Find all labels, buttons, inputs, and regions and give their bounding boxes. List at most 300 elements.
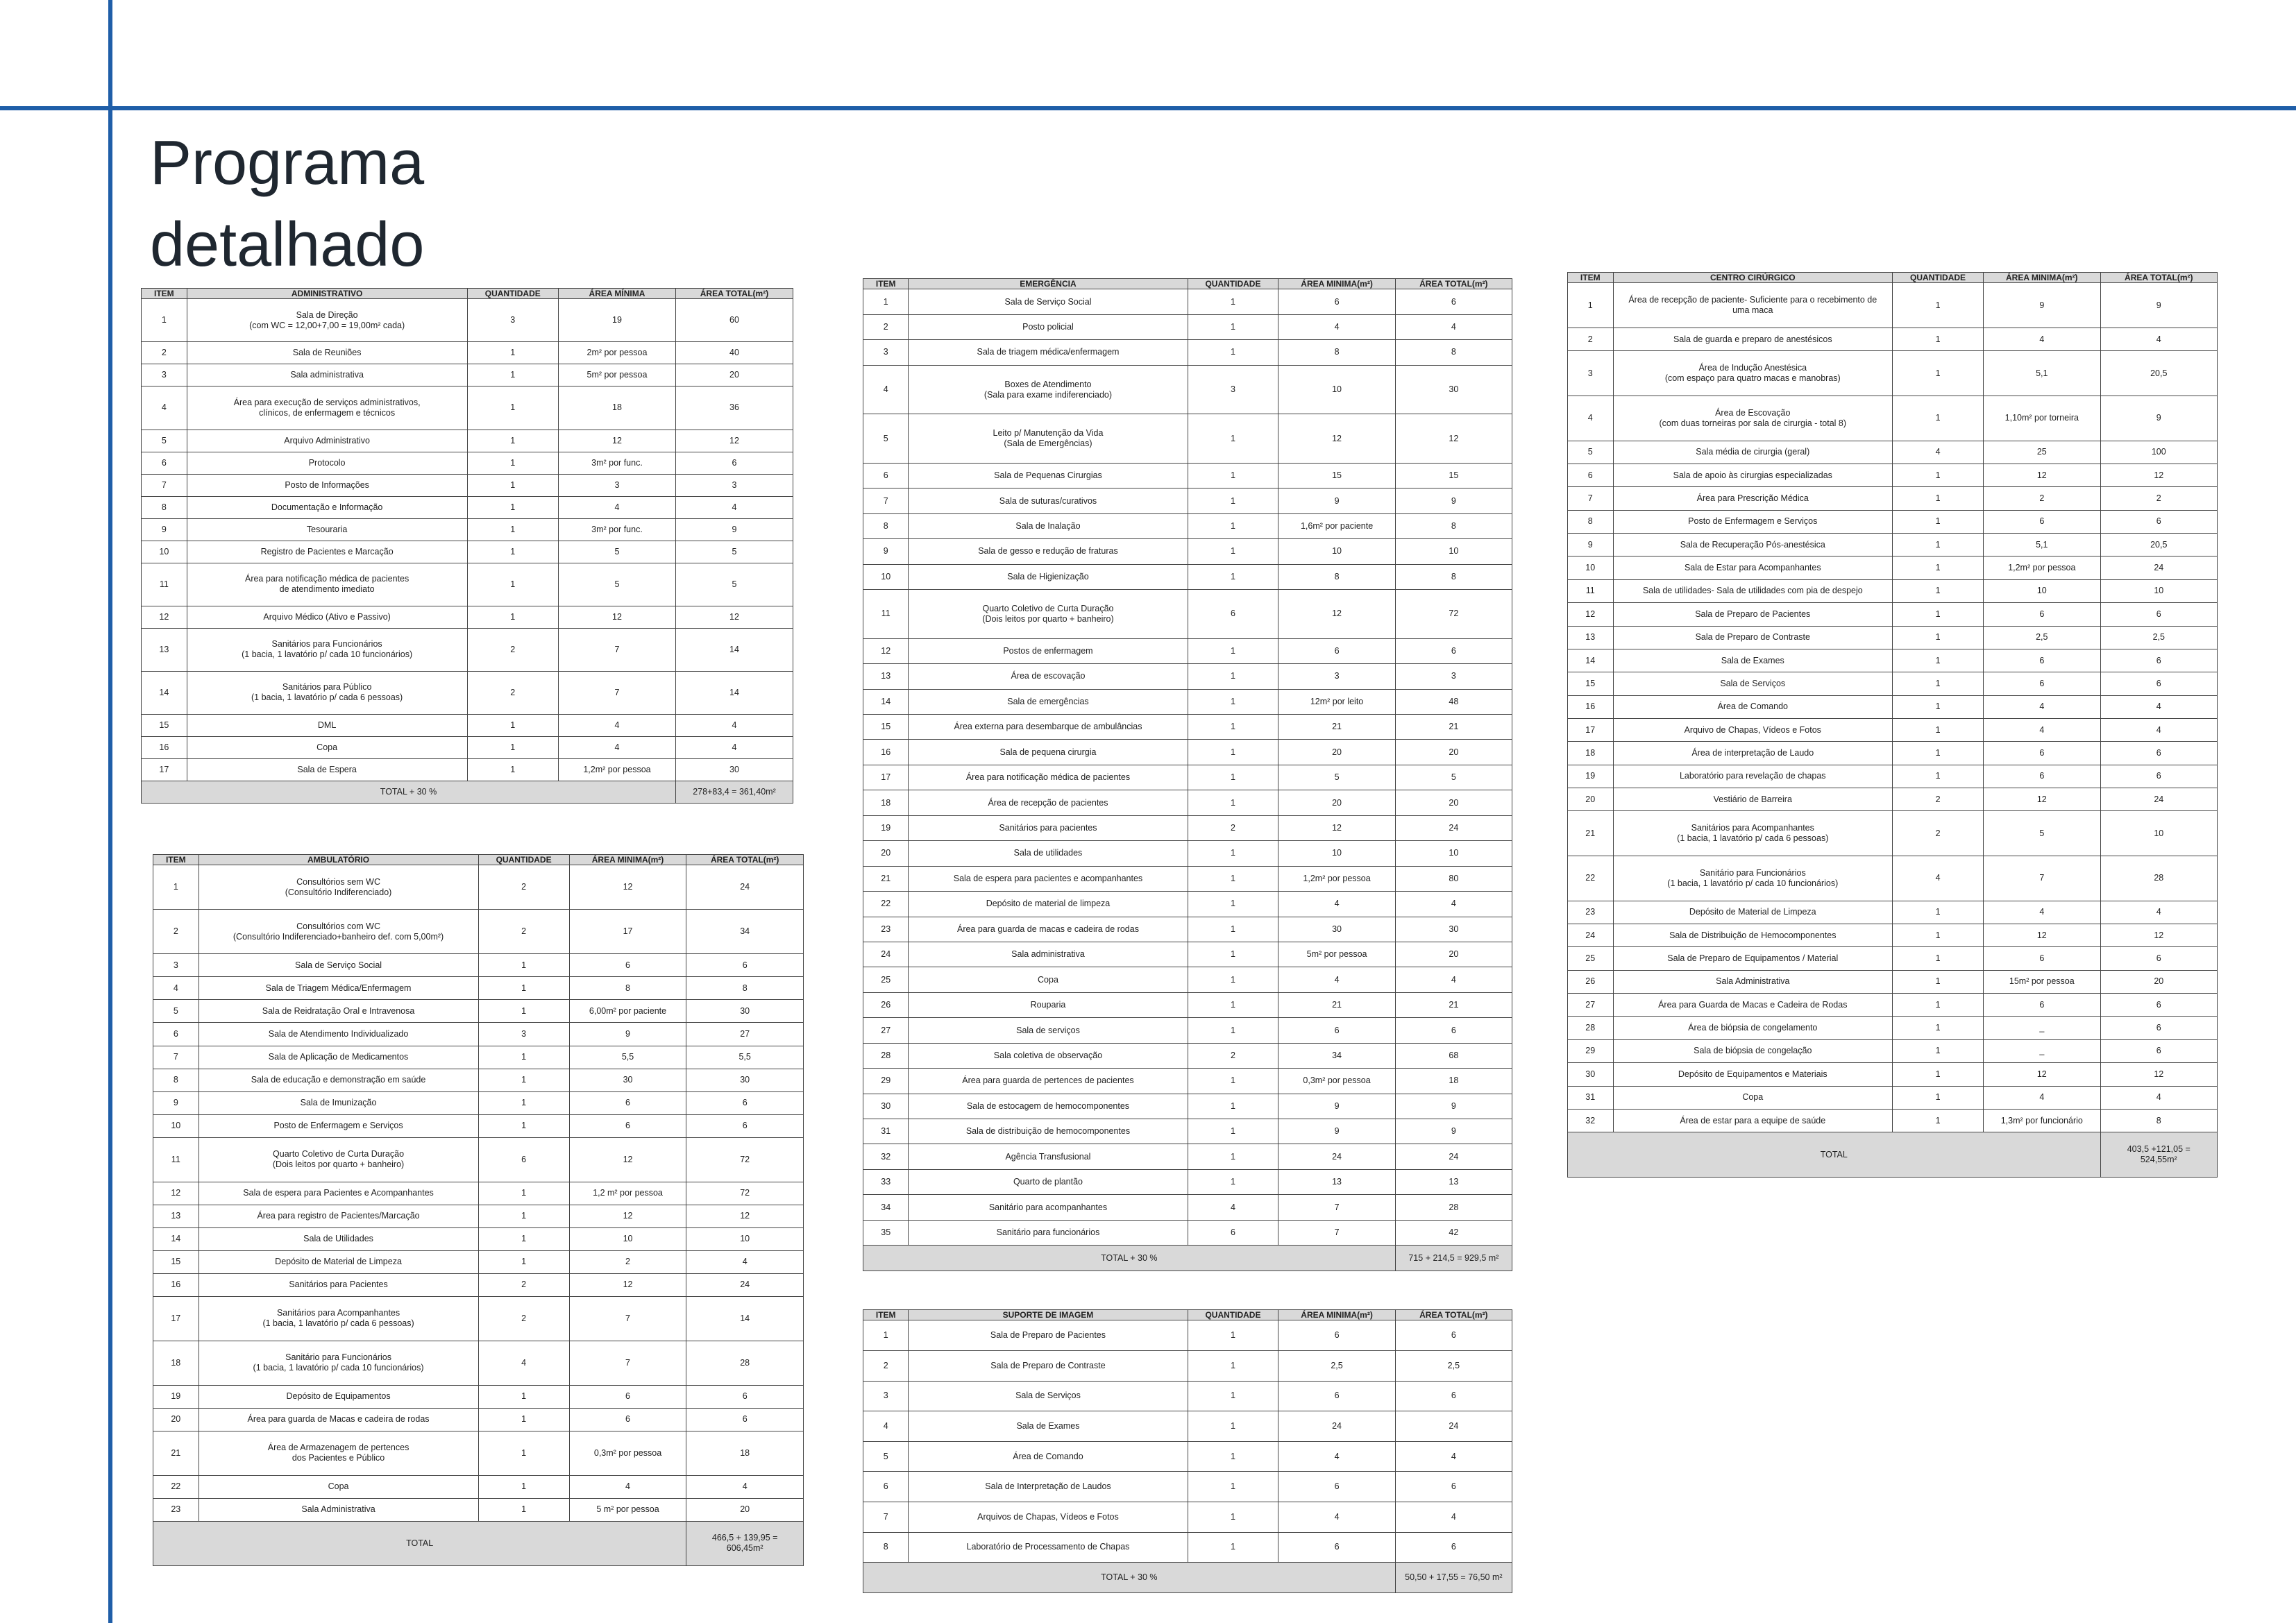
table-row: [1568, 1039, 2218, 1062]
quantity-cell: 1: [1188, 740, 1278, 765]
room-name-cell: Sala de utilidades: [909, 841, 1188, 866]
room-name-cell: Área de estar para a equipe de saúde: [1613, 1109, 1893, 1132]
room-name-cell: Depósito de material de limpeza: [909, 892, 1188, 917]
item-cell: 26: [863, 992, 909, 1017]
item-cell: 2: [153, 910, 199, 954]
quantity-cell: 1: [467, 496, 558, 518]
min-area-cell: 10: [1984, 579, 2100, 602]
item-cell: 22: [1568, 856, 1614, 901]
quantity-cell: 1: [478, 1227, 569, 1250]
min-area-cell: 10: [1278, 841, 1395, 866]
table-row: [1568, 1063, 2218, 1086]
min-area-cell: _: [1984, 1017, 2100, 1039]
quantity-cell: 2: [1893, 788, 1984, 811]
total-area-cell: 6: [1395, 1472, 1512, 1502]
room-name-cell: Sala de Interpretação de Laudos: [909, 1472, 1188, 1502]
min-area-cell: 6: [1278, 1532, 1395, 1563]
item-cell: 33: [863, 1169, 909, 1194]
total-area-cell: 30: [1395, 917, 1512, 942]
item-cell: 20: [863, 841, 909, 866]
table-administrativo: [141, 288, 793, 804]
min-area-cell: 12: [569, 1205, 686, 1227]
header-item: ITEM: [142, 289, 187, 299]
room-name-cell: Sala de Espera: [187, 758, 467, 781]
table-row: [1568, 695, 2218, 718]
total-area-cell: 40: [675, 342, 793, 364]
total-area-cell: 10: [2100, 811, 2217, 856]
room-name-cell: Sala de Higienização: [909, 564, 1188, 589]
quantity-cell: 1: [1188, 1169, 1278, 1194]
quantity-cell: 1: [1893, 901, 1984, 924]
min-area-cell: 1,2m² por pessoa: [558, 758, 675, 781]
quantity-cell: 1: [1893, 924, 1984, 946]
min-area-cell: 8: [1278, 340, 1395, 365]
header-quantity: QUANTIDADE: [478, 855, 569, 865]
table-row: [863, 892, 1512, 917]
table-row: [863, 689, 1512, 714]
table-row: [153, 1498, 804, 1521]
item-cell: 31: [1568, 1086, 1614, 1109]
table-row: [142, 518, 793, 541]
quantity-cell: 1: [1893, 695, 1984, 718]
total-area-cell: 24: [1395, 815, 1512, 840]
item-cell: 9: [142, 518, 187, 541]
total-area-cell: 6: [686, 1091, 804, 1114]
item-cell: 11: [1568, 579, 1614, 602]
header-quantity: QUANTIDADE: [1188, 279, 1278, 289]
room-name-cell: Sanitários para Acompanhantes (1 bacia, 1 lavatório p/ cada 6 pessoas): [1613, 811, 1893, 856]
table-row: [142, 563, 793, 606]
room-name-cell: Boxes de Atendimento (Sala para exame indiferenciado): [909, 365, 1188, 414]
room-name-cell: Área de Comando: [909, 1441, 1188, 1472]
total-label: TOTAL: [1568, 1132, 2101, 1178]
item-cell: 17: [153, 1296, 199, 1341]
quantity-cell: 1: [1188, 539, 1278, 564]
room-name-cell: Sala de gesso e redução de fraturas: [909, 539, 1188, 564]
table-suporte-de-imagem: [863, 1309, 1512, 1593]
room-name-cell: Depósito de Material de Limpeza: [1613, 901, 1893, 924]
room-name-cell: Sanitários para Funcionários (1 bacia, 1 lavatório p/ cada 10 funcionários): [187, 628, 467, 671]
table-row: [1568, 556, 2218, 579]
min-area-cell: 7: [1278, 1195, 1395, 1220]
item-cell: 28: [1568, 1017, 1614, 1039]
min-area-cell: 12: [569, 1137, 686, 1182]
quantity-cell: 1: [478, 954, 569, 977]
item-cell: 10: [863, 564, 909, 589]
table-row: [153, 1431, 804, 1475]
room-name-cell: Sala de serviços: [909, 1018, 1188, 1043]
total-area-cell: 48: [1395, 689, 1512, 714]
total-area-cell: 30: [686, 1000, 804, 1023]
total-area-cell: 100: [2100, 441, 2217, 464]
table-row: [1568, 672, 2218, 695]
min-area-cell: 4: [1278, 892, 1395, 917]
quantity-cell: 2: [478, 1273, 569, 1296]
table-row: [1568, 534, 2218, 556]
room-name-cell: Sala de Serviços: [909, 1381, 1188, 1411]
total-area-cell: 9: [1395, 1119, 1512, 1144]
room-name-cell: Área para guarda de Macas e cadeira de rodas: [199, 1408, 478, 1431]
room-name-cell: Vestiário de Barreira: [1613, 788, 1893, 811]
table-row: [863, 1119, 1512, 1144]
total-area-cell: 68: [1395, 1043, 1512, 1068]
room-name-cell: Sala de Preparo de Contraste: [1613, 626, 1893, 649]
total-area-cell: 6: [1395, 1018, 1512, 1043]
total-area-cell: 6: [2100, 649, 2217, 672]
table-row: [863, 715, 1512, 740]
item-cell: 23: [1568, 901, 1614, 924]
min-area-cell: 6: [569, 954, 686, 977]
item-cell: 7: [1568, 487, 1614, 510]
item-cell: 25: [1568, 947, 1614, 970]
table-emergencia: [863, 278, 1512, 1271]
min-area-cell: 10: [1278, 365, 1395, 414]
item-cell: 28: [863, 1043, 909, 1068]
quantity-cell: 1: [467, 452, 558, 474]
item-cell: 18: [863, 790, 909, 815]
quantity-cell: 1: [478, 1498, 569, 1521]
min-area-cell: 12: [558, 430, 675, 452]
item-cell: 13: [1568, 626, 1614, 649]
min-area-cell: 6: [1278, 1018, 1395, 1043]
item-cell: 6: [1568, 464, 1614, 486]
room-name-cell: Sanitário para Funcionários (1 bacia, 1 lavatório p/ cada 10 funcionários): [199, 1341, 478, 1385]
total-area-cell: 30: [675, 758, 793, 781]
header-min-area: ÁREA MINIMA(m²): [1278, 279, 1395, 289]
item-cell: 14: [1568, 649, 1614, 672]
quantity-cell: 1: [478, 1205, 569, 1227]
total-area-cell: 6: [686, 1114, 804, 1137]
min-area-cell: 3m² por func.: [558, 452, 675, 474]
table-row: [863, 967, 1512, 992]
table-row: [153, 1250, 804, 1273]
total-area-cell: 24: [2100, 788, 2217, 811]
quantity-cell: 1: [1893, 626, 1984, 649]
total-area-cell: 72: [686, 1182, 804, 1205]
room-name-cell: Área externa para desembarque de ambulâncias: [909, 715, 1188, 740]
room-name-cell: Quarto Coletivo de Curta Duração (Dois leitos por quarto + banheiro): [909, 590, 1188, 639]
table-row: [863, 1169, 1512, 1194]
min-area-cell: 9: [569, 1023, 686, 1046]
table-row: [1568, 970, 2218, 993]
item-cell: 15: [153, 1250, 199, 1273]
table-row: [1568, 510, 2218, 533]
min-area-cell: 4: [1984, 695, 2100, 718]
item-cell: 19: [863, 815, 909, 840]
min-area-cell: 7: [569, 1296, 686, 1341]
item-cell: 4: [863, 365, 909, 414]
total-area-cell: 10: [686, 1227, 804, 1250]
quantity-cell: 1: [478, 1000, 569, 1023]
room-name-cell: Área para notificação médica de pacientes: [909, 765, 1188, 790]
table-row: [142, 452, 793, 474]
total-row: [863, 1563, 1512, 1593]
item-cell: 34: [863, 1195, 909, 1220]
min-area-cell: 4: [558, 714, 675, 736]
item-cell: 3: [1568, 351, 1614, 396]
item-cell: 16: [863, 740, 909, 765]
min-area-cell: 6: [1278, 289, 1395, 314]
table-row: [153, 1091, 804, 1114]
total-area-cell: 72: [686, 1137, 804, 1182]
min-area-cell: 12: [1984, 1063, 2100, 1086]
table-row: [863, 841, 1512, 866]
total-area-cell: 9: [2100, 283, 2217, 328]
table-row: [153, 1205, 804, 1227]
min-area-cell: 2,5: [1278, 1351, 1395, 1382]
min-area-cell: 6: [1984, 742, 2100, 765]
room-name-cell: Sala Administrativa: [199, 1498, 478, 1521]
item-cell: 11: [142, 563, 187, 606]
table-row: [153, 865, 804, 910]
room-name-cell: Arquivo de Chapas, Vídeos e Fotos: [1613, 718, 1893, 741]
min-area-cell: 5,1: [1984, 351, 2100, 396]
table-row: [142, 430, 793, 452]
min-area-cell: 2: [569, 1250, 686, 1273]
total-area-cell: 42: [1395, 1220, 1512, 1245]
total-area-cell: 6: [686, 1408, 804, 1431]
min-area-cell: 18: [558, 386, 675, 430]
room-name-cell: Sanitários para Acompanhantes (1 bacia, 1 lavatório p/ cada 6 pessoas): [199, 1296, 478, 1341]
quantity-cell: 1: [1893, 396, 1984, 441]
room-name-cell: Sala de Serviço Social: [199, 954, 478, 977]
min-area-cell: 30: [1278, 917, 1395, 942]
room-name-cell: Área para notificação médica de pacientes de atendimento imediato: [187, 563, 467, 606]
item-cell: 4: [142, 386, 187, 430]
item-cell: 23: [153, 1498, 199, 1521]
min-area-cell: 7: [1278, 1220, 1395, 1245]
table-row: [863, 1532, 1512, 1563]
min-area-cell: 6: [1984, 672, 2100, 695]
table-row: [1568, 396, 2218, 441]
room-name-cell: Sala de triagem médica/enfermagem: [909, 340, 1188, 365]
min-area-cell: 1,10m² por torneira: [1984, 396, 2100, 441]
header-min-area: ÁREA MINIMA(m²): [1984, 273, 2100, 283]
header-room-name: ADMINISTRATIVO: [187, 289, 467, 299]
min-area-cell: 19: [558, 299, 675, 342]
room-name-cell: Sanitário para funcionários: [909, 1220, 1188, 1245]
quantity-cell: 1: [1188, 488, 1278, 513]
table-row: [153, 1023, 804, 1046]
total-area-cell: 4: [2100, 718, 2217, 741]
quantity-cell: 1: [1188, 1018, 1278, 1043]
table-row: [153, 977, 804, 1000]
quantity-cell: 2: [478, 1296, 569, 1341]
room-name-cell: Área para guarda de pertences de pacientes: [909, 1069, 1188, 1094]
quantity-cell: 1: [478, 1408, 569, 1431]
min-area-cell: 6,00m² por paciente: [569, 1000, 686, 1023]
min-area-cell: 12: [569, 1273, 686, 1296]
table-row: [863, 815, 1512, 840]
item-cell: 19: [1568, 765, 1614, 788]
table-row: [863, 289, 1512, 314]
total-area-cell: 24: [686, 865, 804, 910]
room-name-cell: Posto de Enfermagem e Serviços: [199, 1114, 478, 1137]
quantity-cell: 1: [478, 1182, 569, 1205]
quantity-cell: 6: [478, 1137, 569, 1182]
item-cell: 9: [863, 539, 909, 564]
table-row: [863, 1351, 1512, 1382]
room-name-cell: Área de Comando: [1613, 695, 1893, 718]
table-row: [153, 954, 804, 977]
quantity-cell: 1: [478, 1069, 569, 1091]
min-area-cell: 15m² por pessoa: [1984, 970, 2100, 993]
quantity-cell: 6: [1188, 1220, 1278, 1245]
quantity-cell: 1: [478, 1046, 569, 1069]
table-row: [153, 1227, 804, 1250]
quantity-cell: 1: [1188, 513, 1278, 538]
total-area-cell: 30: [686, 1069, 804, 1091]
quantity-cell: 1: [478, 1114, 569, 1137]
min-area-cell: 3m² por func.: [558, 518, 675, 541]
item-cell: 11: [863, 590, 909, 639]
table-row: [142, 541, 793, 563]
item-cell: 12: [153, 1182, 199, 1205]
table-row: [153, 910, 804, 954]
table-row: [863, 1441, 1512, 1472]
min-area-cell: 6: [1984, 994, 2100, 1017]
item-cell: 5: [1568, 441, 1614, 464]
quantity-cell: 1: [1188, 314, 1278, 339]
item-cell: 2: [1568, 328, 1614, 351]
item-cell: 25: [863, 967, 909, 992]
table-row: [863, 664, 1512, 689]
quantity-cell: 1: [1188, 289, 1278, 314]
quantity-cell: 1: [1188, 340, 1278, 365]
total-area-cell: 20: [675, 364, 793, 386]
quantity-cell: 2: [1188, 815, 1278, 840]
min-area-cell: 4: [1984, 1086, 2100, 1109]
min-area-cell: 9: [1278, 488, 1395, 513]
room-name-cell: Copa: [909, 967, 1188, 992]
room-name-cell: Área de Armazenagem de pertences dos Pacientes e Público: [199, 1431, 478, 1475]
item-cell: 29: [863, 1069, 909, 1094]
room-name-cell: Sala de pequena cirurgia: [909, 740, 1188, 765]
item-cell: 27: [863, 1018, 909, 1043]
item-cell: 7: [153, 1046, 199, 1069]
quantity-cell: 1: [1188, 1351, 1278, 1382]
total-area-cell: 6: [2100, 1039, 2217, 1062]
page-title-line-1: Programa: [150, 128, 425, 198]
item-cell: 10: [142, 541, 187, 563]
header-row: [863, 279, 1512, 289]
quantity-cell: 2: [478, 865, 569, 910]
item-cell: 17: [142, 758, 187, 781]
quantity-cell: 1: [1188, 1472, 1278, 1502]
quantity-cell: 1: [1893, 1017, 1984, 1039]
room-name-cell: Sala de Atendimento Individualizado: [199, 1023, 478, 1046]
quantity-cell: 1: [1188, 892, 1278, 917]
room-name-cell: Sala de Utilidades: [199, 1227, 478, 1250]
room-name-cell: Posto policial: [909, 314, 1188, 339]
min-area-cell: 5 m² por pessoa: [569, 1498, 686, 1521]
quantity-cell: 1: [1188, 841, 1278, 866]
room-name-cell: Sala de Direção (com WC = 12,00+7,00 = 19,00m² cada): [187, 299, 467, 342]
quantity-cell: 1: [1893, 742, 1984, 765]
quantity-cell: 1: [1893, 672, 1984, 695]
table-row: [153, 1296, 804, 1341]
quantity-cell: 1: [478, 1475, 569, 1498]
quantity-cell: 1: [1188, 967, 1278, 992]
min-area-cell: 12: [569, 865, 686, 910]
total-area-cell: 24: [686, 1273, 804, 1296]
room-name-cell: Arquivo Médico (Ativo e Passivo): [187, 606, 467, 628]
table-row: [863, 790, 1512, 815]
quantity-cell: 1: [478, 1250, 569, 1273]
item-cell: 7: [863, 488, 909, 513]
min-area-cell: 1,2m² por pessoa: [1984, 556, 2100, 579]
quantity-cell: 1: [1188, 463, 1278, 488]
header-row: [1568, 273, 2218, 283]
total-area-cell: 2,5: [1395, 1351, 1512, 1382]
room-name-cell: Laboratório para revelação de chapas: [1613, 765, 1893, 788]
total-area-cell: 12: [675, 430, 793, 452]
total-area-cell: 8: [1395, 340, 1512, 365]
min-area-cell: 6: [569, 1091, 686, 1114]
total-area-cell: 36: [675, 386, 793, 430]
room-name-cell: Sanitários para pacientes: [909, 815, 1188, 840]
total-area-cell: 6: [675, 452, 793, 474]
total-area-cell: 12: [2100, 924, 2217, 946]
min-area-cell: 20: [1278, 790, 1395, 815]
min-area-cell: 6: [1984, 765, 2100, 788]
min-area-cell: 12: [558, 606, 675, 628]
total-area-cell: 6: [2100, 742, 2217, 765]
total-area-cell: 14: [675, 628, 793, 671]
item-cell: 3: [863, 1381, 909, 1411]
table-row: [863, 1144, 1512, 1169]
room-name-cell: Sala de guarda e preparo de anestésicos: [1613, 328, 1893, 351]
min-area-cell: 12: [1984, 924, 2100, 946]
item-cell: 16: [153, 1273, 199, 1296]
item-cell: 19: [153, 1385, 199, 1408]
min-area-cell: 5,5: [569, 1046, 686, 1069]
area-table: [1567, 272, 2218, 1178]
item-cell: 4: [153, 977, 199, 1000]
table-row: [863, 992, 1512, 1017]
item-cell: 1: [153, 865, 199, 910]
quantity-cell: 4: [1893, 856, 1984, 901]
table-row: [153, 1046, 804, 1069]
total-area-cell: 10: [1395, 539, 1512, 564]
min-area-cell: 9: [1278, 1094, 1395, 1119]
item-cell: 24: [863, 942, 909, 967]
item-cell: 3: [142, 364, 187, 386]
quantity-cell: 2: [467, 628, 558, 671]
header-quantity: QUANTIDADE: [1893, 273, 1984, 283]
room-name-cell: Sala de Serviços: [1613, 672, 1893, 695]
total-area-cell: 4: [675, 736, 793, 758]
quantity-cell: 1: [1188, 1532, 1278, 1563]
total-area-cell: 28: [1395, 1195, 1512, 1220]
item-cell: 8: [153, 1069, 199, 1091]
total-area-cell: 12: [675, 606, 793, 628]
quantity-cell: 2: [467, 671, 558, 714]
min-area-cell: 0,3m² por pessoa: [1278, 1069, 1395, 1094]
min-area-cell: 30: [569, 1069, 686, 1091]
item-cell: 1: [863, 1320, 909, 1351]
item-cell: 5: [142, 430, 187, 452]
min-area-cell: 12: [1984, 464, 2100, 486]
total-area-cell: 8: [686, 977, 804, 1000]
header-room-name: SUPORTE DE IMAGEM: [909, 1310, 1188, 1320]
quantity-cell: 1: [467, 364, 558, 386]
quantity-cell: 4: [478, 1341, 569, 1385]
item-cell: 22: [863, 892, 909, 917]
item-cell: 27: [1568, 994, 1614, 1017]
room-name-cell: Sala administrativa: [187, 364, 467, 386]
item-cell: 7: [863, 1502, 909, 1533]
